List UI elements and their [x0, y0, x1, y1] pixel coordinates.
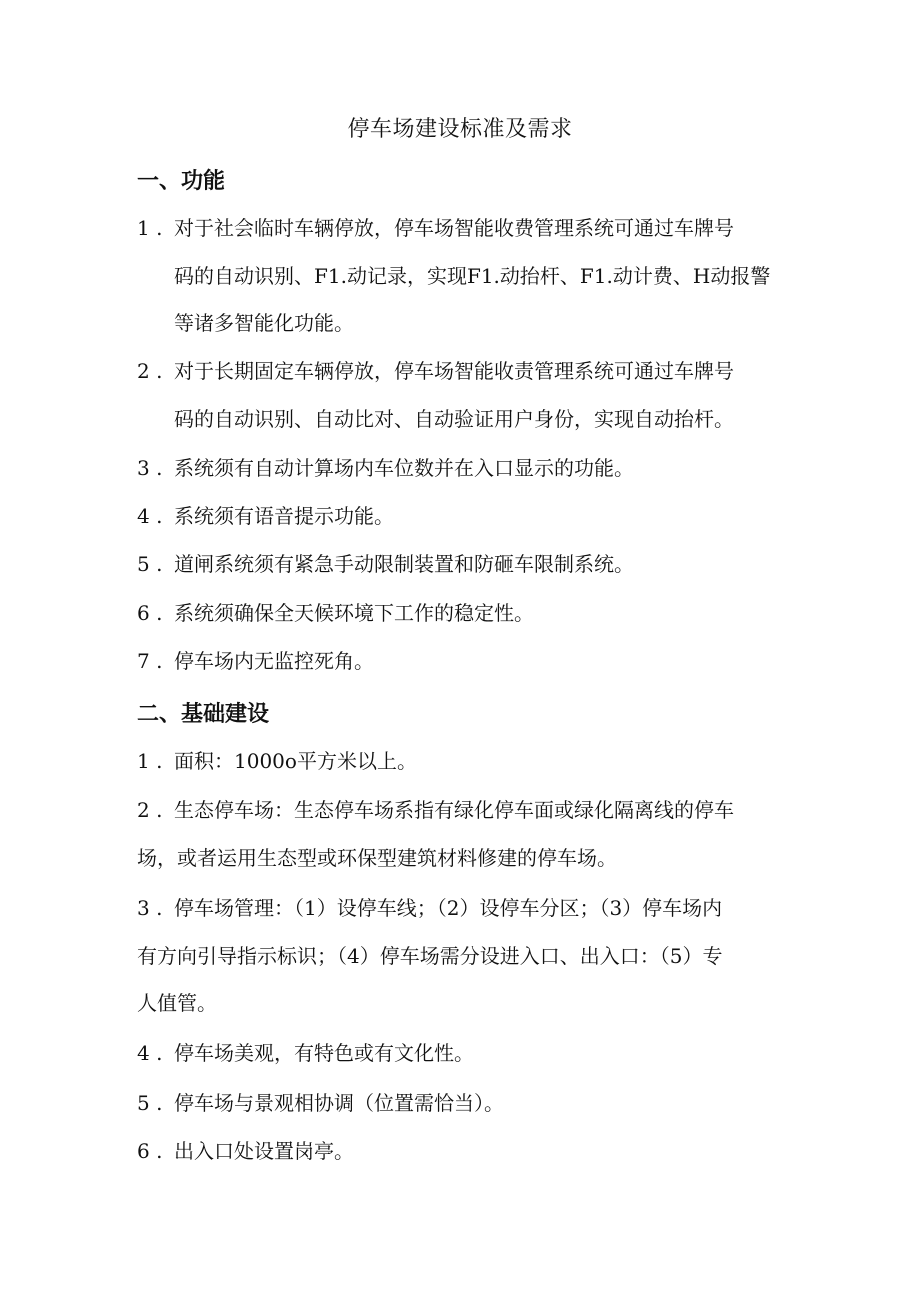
item-number: 4 . [137, 1041, 163, 1065]
item-text: 等诸多智能化功能。 [174, 311, 354, 335]
item-text: 面积：1000o平方米以上。 [174, 749, 417, 773]
item-number: 5 . [137, 552, 163, 576]
list-item [137, 885, 797, 1028]
list-item [137, 1080, 797, 1128]
item-text: 对于社会临时车辆停放，停车场智能收费管理系统可通过车牌号 [174, 216, 734, 240]
list-item [137, 445, 797, 493]
item-number: 3 . [137, 456, 163, 480]
item-text: 道闸系统须有紧急手动限制装置和防砸车限制系统。 [174, 552, 634, 576]
item-number: 2 . [137, 798, 163, 822]
section-heading-infrastructure: 二、基础建设 [137, 702, 270, 727]
list-item [137, 638, 797, 686]
item-number: 2 . [137, 359, 163, 383]
item-text: 停车场美观，有特色或有文化性。 [174, 1041, 474, 1065]
item-text: 码的自动识别、自动比对、自动验证用户身份，实现自动抬杆。 [174, 406, 734, 431]
section-heading-functions: 一、功能 [137, 169, 226, 194]
item-number: 7 . [137, 649, 163, 673]
list-item [137, 205, 797, 348]
item-number: 4 . [137, 504, 163, 528]
item-text: 生态停车场：生态停车场系指有绿化停车面或绿化隔离线的停车 [174, 798, 734, 822]
item-text: 人值管。 [137, 991, 217, 1015]
list-item [137, 590, 797, 638]
item-text: 对于长期固定车辆停放，停车场智能收责管理系统可通过车牌号 [174, 359, 734, 383]
item-text: 出入口处设置岗亭。 [174, 1139, 354, 1163]
item-text: 停车场内无监控死角。 [174, 649, 374, 673]
item-number: 3 . [137, 896, 163, 920]
item-number: 6 . [137, 1139, 163, 1163]
list-item [137, 1030, 797, 1078]
item-text: 停车场与景观相协调（位置需恰当）。 [174, 1091, 504, 1115]
list-item [137, 493, 797, 541]
item-text: 场，或者运用生态型或环保型建筑材料修建的停车场。 [137, 845, 617, 870]
item-text: 系统须确保全天候环境下工作的稳定性。 [174, 601, 534, 625]
list-item [137, 738, 797, 786]
list-item [137, 541, 797, 589]
list-item [137, 1128, 797, 1176]
list-item [137, 348, 797, 443]
item-text: 停车场管理：（1）设停车线；（2）设停车分区；（3）停车场内 [174, 896, 723, 920]
document-title: 停车场建设标准及需求 [347, 117, 573, 142]
item-number: 1 . [137, 749, 163, 773]
list-item [137, 787, 797, 882]
item-text: 码的自动识别、F1.动记录，实现F1.动抬杆、F1.动计费、H动报警 [174, 263, 771, 288]
item-text: 系统须有语音提示功能。 [174, 504, 394, 528]
item-number: 5 . [137, 1091, 163, 1115]
item-text: 有方向引导指示标识；（4）停车场需分设进入口、出入口：（5）专 [137, 943, 723, 968]
item-number: 6 . [137, 601, 163, 625]
item-text: 系统须有自动计算场内车位数并在入口显示的功能。 [174, 456, 634, 480]
item-number: 1 . [137, 216, 163, 240]
